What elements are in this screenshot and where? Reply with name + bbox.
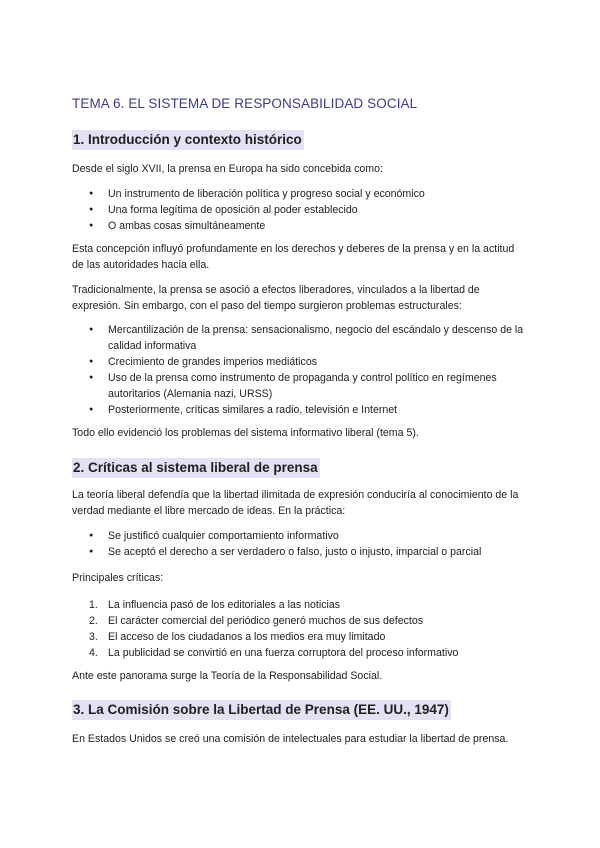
- list-number: 3.: [89, 631, 98, 643]
- section-1-paragraph-4: Todo ello evidenció los problemas del sistema informativo liberal (tema 5).: [72, 427, 419, 439]
- section-3-heading: 3. La Comisión sobre la Libertad de Prensa (EE. UU., 1947): [72, 700, 451, 720]
- section-2-heading: 2. Críticas al sistema liberal de prensa: [72, 458, 320, 478]
- list-item: ● Posteriormente, críticas similares a radio, televisión e Internet: [72, 402, 528, 418]
- section-1-paragraph-3: Tradicionalmente, la prensa se asoció a efectos liberadores, vinculados a la libertad de expresión. Sin embargo, con el paso del tiempo surgieron problemas estructurales:: [72, 284, 480, 312]
- list-item: ● Un instrumento de liberación política y progreso social y económico: [72, 186, 528, 202]
- section-1-paragraph-2: Esta concepción influyó profundamente en los derechos y deberes de la prensa y en la actitud de las autoridades hacia ella.: [72, 243, 515, 271]
- list-item: ● Se aceptó el derecho a ser verdadero o falso, justo o injusto, imparcial o parcial: [72, 544, 528, 560]
- list-number: 4.: [89, 647, 98, 659]
- section-2-closing-paragraph: Ante este panorama surge la Teoría de la Responsabilidad Social.: [72, 670, 383, 682]
- section-1-heading: 1. Introducción y contexto histórico: [72, 130, 304, 150]
- section-2-paragraph-1: La teoría liberal defendía que la libertad ilimitada de expresión conduciría al conocimiento de la verdad mediante el libre mercado de ideas. En la práctica:: [72, 489, 519, 517]
- list-number: 2.: [89, 615, 98, 627]
- list-item: [72, 629, 528, 645]
- list-item: ● Se justificó cualquier comportamiento informativo: [72, 528, 528, 544]
- list-item: ● Crecimiento de grandes imperios mediáticos: [72, 354, 528, 370]
- section-2-criticas-label: Principales críticas:: [72, 572, 164, 584]
- list-item: ● O ambas cosas simultáneamente: [72, 218, 528, 234]
- list-item: [72, 597, 528, 613]
- document-title: TEMA 6. EL SISTEMA DE RESPONSABILIDAD SOCIAL: [72, 96, 418, 111]
- section-2-bullet-list: [72, 528, 528, 560]
- section-2-criticas-list: [72, 597, 528, 661]
- list-item-text: El carácter comercial del periódico generó muchos de sus defectos: [108, 615, 424, 627]
- section-1-intro: Desde el siglo XVII, la prensa en Europa ha sido concebida como:: [72, 163, 383, 175]
- section-1-problems-list: [72, 322, 528, 418]
- section-3-paragraph-1: En Estados Unidos se creó una comisión de intelectuales para estudiar la libertad de prensa.: [72, 733, 509, 745]
- list-item: ● Una forma legítima de oposición al poder establecido: [72, 202, 528, 218]
- list-item: ● Mercantilización de la prensa: sensacionalismo, negocio del escándalo y descenso de la calidad informativa: [72, 322, 528, 354]
- list-number: 1.: [89, 599, 98, 611]
- list-item-text: La influencia pasó de los editoriales a las noticias: [108, 599, 341, 611]
- section-1-bullet-list: [72, 186, 528, 234]
- list-item: [72, 613, 528, 629]
- list-item-text: La publicidad se convirtió en una fuerza corruptora del proceso informativo: [108, 647, 459, 659]
- list-item: ● Uso de la prensa como instrumento de propaganda y control político en regímenes autoritarios (Alemania nazi, URSS): [72, 370, 528, 402]
- list-item: [72, 645, 528, 661]
- list-item-text: El acceso de los ciudadanos a los medios era muy limitado: [108, 631, 386, 643]
